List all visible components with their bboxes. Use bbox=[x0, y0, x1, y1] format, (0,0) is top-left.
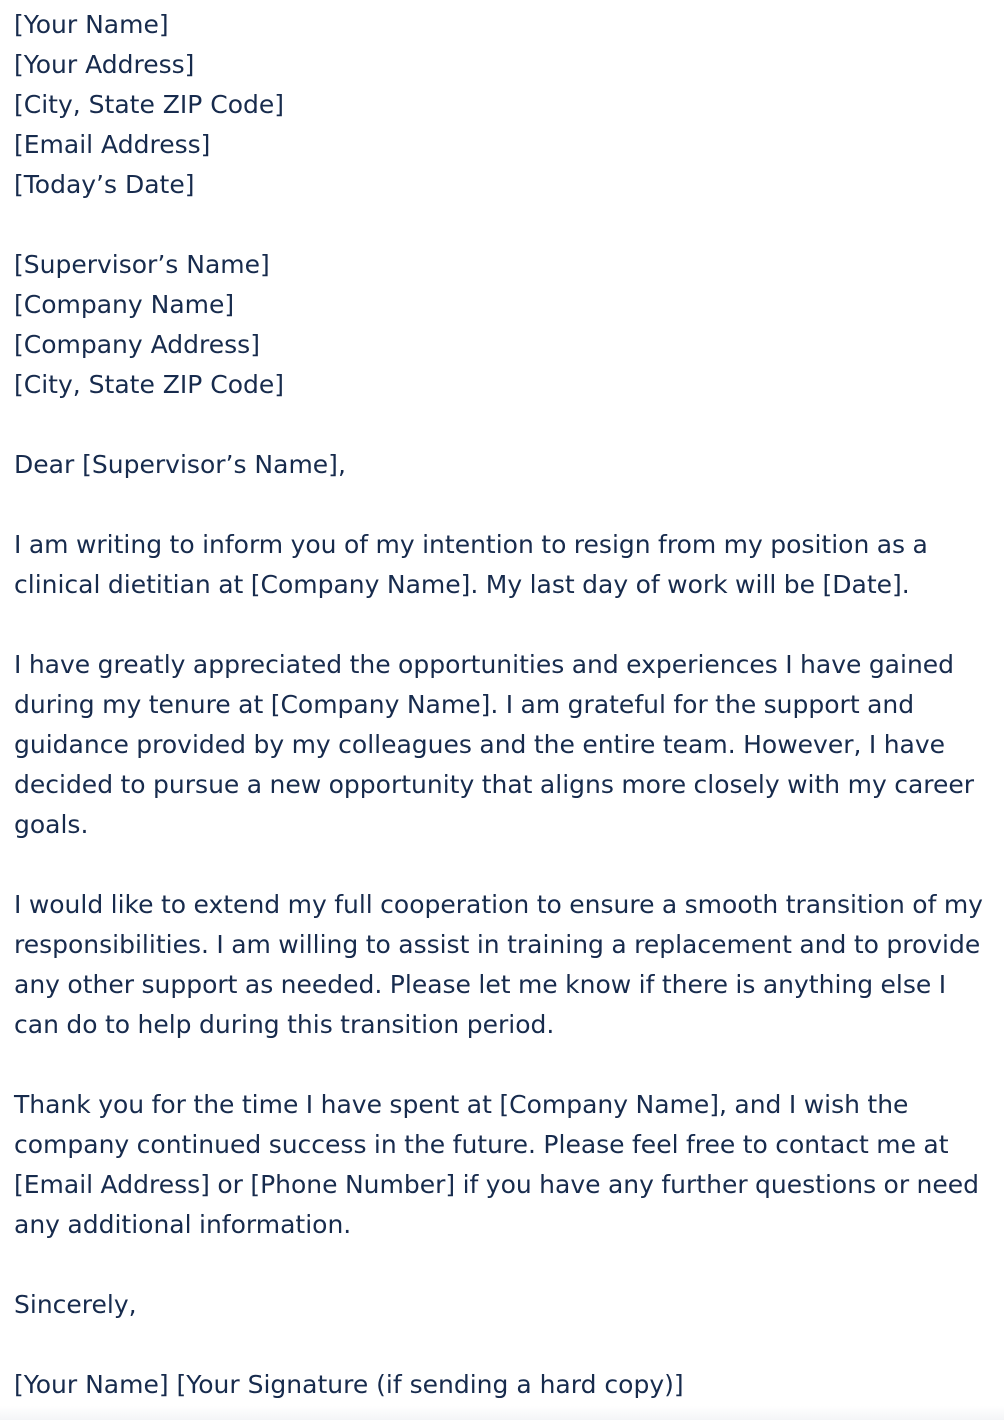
body-paragraph-4: Thank you for the time I have spent at [Company Name], and I wish the company continued success in the future. Please feel free to contact me at [Email Address] or [Phone Number] if you have any further questions or need any additional information. bbox=[14, 1090, 980, 1239]
recipient-name: [Supervisor’s Name] bbox=[14, 250, 270, 279]
sender-name: [Your Name] bbox=[14, 10, 169, 39]
sender-city-state-zip: [City, State ZIP Code] bbox=[14, 90, 285, 119]
letter-date: [Today’s Date] bbox=[14, 170, 195, 199]
recipient-city-state-zip: [City, State ZIP Code] bbox=[14, 370, 285, 399]
sender-block bbox=[14, 5, 989, 205]
recipient-company: [Company Name] bbox=[14, 290, 235, 319]
recipient-company-address: [Company Address] bbox=[14, 330, 260, 359]
closing: Sincerely, bbox=[14, 1290, 137, 1319]
body-paragraph-2: I have greatly appreciated the opportunities and experiences I have gained during my tenure at [Company Name]. I am grateful for the support and guidance provided by my colleagues and the entire team. However, I have decided to pursue a new opportunity that aligns more closely with my career goals. bbox=[14, 650, 975, 839]
signature-line: [Your Name] [Your Signature (if sending a hard copy)] bbox=[14, 1370, 684, 1399]
resignation-letter bbox=[14, 5, 989, 1405]
body-paragraph-3: I would like to extend my full cooperation to ensure a smooth transition of my responsibilities. I am willing to assist in training a replacement and to provide any other support as needed. Please let me know if there is anything else I can do to help during this transition period. bbox=[14, 890, 983, 1039]
recipient-block bbox=[14, 245, 989, 405]
bottom-edge-fade bbox=[0, 1406, 1004, 1420]
salutation: Dear [Supervisor’s Name], bbox=[14, 450, 346, 479]
sender-email: [Email Address] bbox=[14, 130, 211, 159]
body-paragraph-1: I am writing to inform you of my intention to resign from my position as a clinical dietitian at [Company Name]. My last day of work will be [Date]. bbox=[14, 530, 928, 599]
sender-address: [Your Address] bbox=[14, 50, 195, 79]
